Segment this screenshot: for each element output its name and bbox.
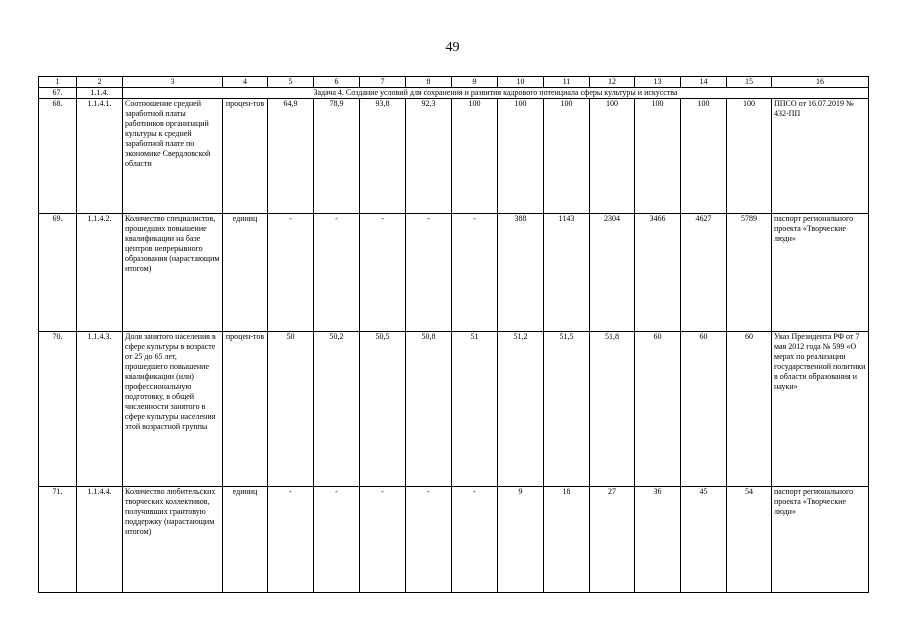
value-cell: - [360,214,406,332]
value-cell: - [314,487,360,593]
value-cell: 5789 [727,214,772,332]
value-cell: 50 [268,332,314,487]
table-row [39,332,869,487]
header-cell: 14 [681,77,727,88]
source-cell: паспорт регионального проекта «Творческие люди» [772,214,869,332]
value-cell: - [452,487,498,593]
task-row [39,88,869,99]
header-cell: 2 [77,77,123,88]
value-cell: 3466 [635,214,681,332]
value-cell: - [406,214,452,332]
source-cell: паспорт регионального проекта «Творческие люди» [772,487,869,593]
row-number: 68. [39,99,77,214]
value-cell: 64,9 [268,99,314,214]
header-cell: 11 [544,77,590,88]
header-cell: 8 [406,77,452,88]
value-cell: 60 [635,332,681,487]
unit-cell: процен-тов [223,99,268,214]
value-cell: - [452,214,498,332]
value-cell: 100 [681,99,727,214]
value-cell: 36 [635,487,681,593]
page-number: 49 [445,40,460,55]
value-cell: 100 [727,99,772,214]
value-cell: 51,8 [590,332,635,487]
value-cell: - [268,487,314,593]
value-cell: 9 [498,487,544,593]
value-cell: 100 [452,99,498,214]
row-code: 1.1.4.3. [77,332,123,487]
table-row [39,487,869,593]
value-cell: 100 [544,99,590,214]
value-cell: 388 [498,214,544,332]
header-cell: 15 [727,77,772,88]
value-cell: - [314,214,360,332]
row-code: 1.1.4.1. [77,99,123,214]
value-cell: - [268,214,314,332]
value-cell: 18 [544,487,590,593]
row-number: 71. [39,487,77,593]
value-cell: 1143 [544,214,590,332]
header-cell: 3 [123,77,223,88]
unit-cell: процен-тов [223,332,268,487]
row-code: 1.1.4.2. [77,214,123,332]
header-cell: 10 [498,77,544,88]
value-cell: 50,8 [406,332,452,487]
unit-cell: единиц [223,214,268,332]
indicator-name: Количество любительских творческих коллективов, получивших грантовую поддержку (нарастающим итогом) [123,487,223,593]
task-row-title: Задача 4. Создание условий для сохранения и развития кадрового потенциала сферы культуры и искусства [123,88,869,99]
value-cell: 51,5 [544,332,590,487]
value-cell: 100 [590,99,635,214]
source-cell: ППСО от 16.07.2019 № 432-ПП [772,99,869,214]
task-row-number: 67. [39,88,77,99]
indicator-name: Количество специалистов, прошедших повышение квалификации на базе центров непрерывного образования (нарастающим итогом) [123,214,223,332]
value-cell: 51,2 [498,332,544,487]
value-cell: 50,2 [314,332,360,487]
header-cell: 9 [452,77,498,88]
indicator-name: Доля занятого населения в сфере культуры в возрасте от 25 до 65 лет, прошедшего повышение квалификации (или) профессиональную подготовку, в общей численности занятого в сфере культуры населения этой возрастной группы [123,332,223,487]
row-number: 69. [39,214,77,332]
header-cell: 5 [268,77,314,88]
value-cell: 78,9 [314,99,360,214]
unit-cell: единиц [223,487,268,593]
header-cell: 1 [39,77,77,88]
table-row [39,214,869,332]
row-code: 1.1.4.4. [77,487,123,593]
value-cell: 45 [681,487,727,593]
value-cell: 93,8 [360,99,406,214]
value-cell: 100 [635,99,681,214]
table-header-row [39,77,869,88]
value-cell: 50,5 [360,332,406,487]
value-cell: 4627 [681,214,727,332]
value-cell: 27 [590,487,635,593]
indicators-table [38,76,869,593]
value-cell: 2304 [590,214,635,332]
header-cell: 13 [635,77,681,88]
task-row-code: 1.1.4. [77,88,123,99]
value-cell: 92,3 [406,99,452,214]
row-number: 70. [39,332,77,487]
value-cell: 60 [681,332,727,487]
source-cell: Указ Президента РФ от 7 мая 2012 года № 599 «О мерах по реализации государственной политики в области образования и науки» [772,332,869,487]
value-cell: - [360,487,406,593]
header-cell: 12 [590,77,635,88]
value-cell: 60 [727,332,772,487]
header-cell: 6 [314,77,360,88]
header-cell: 16 [772,77,869,88]
indicator-name: Соотношение средней заработной платы работников организаций культуры к средней заработной плате по экономике Свердловской области [123,99,223,214]
header-cell: 7 [360,77,406,88]
value-cell: 51 [452,332,498,487]
header-cell: 4 [223,77,268,88]
value-cell: - [406,487,452,593]
value-cell: 54 [727,487,772,593]
table-row [39,99,869,214]
value-cell: 100 [498,99,544,214]
